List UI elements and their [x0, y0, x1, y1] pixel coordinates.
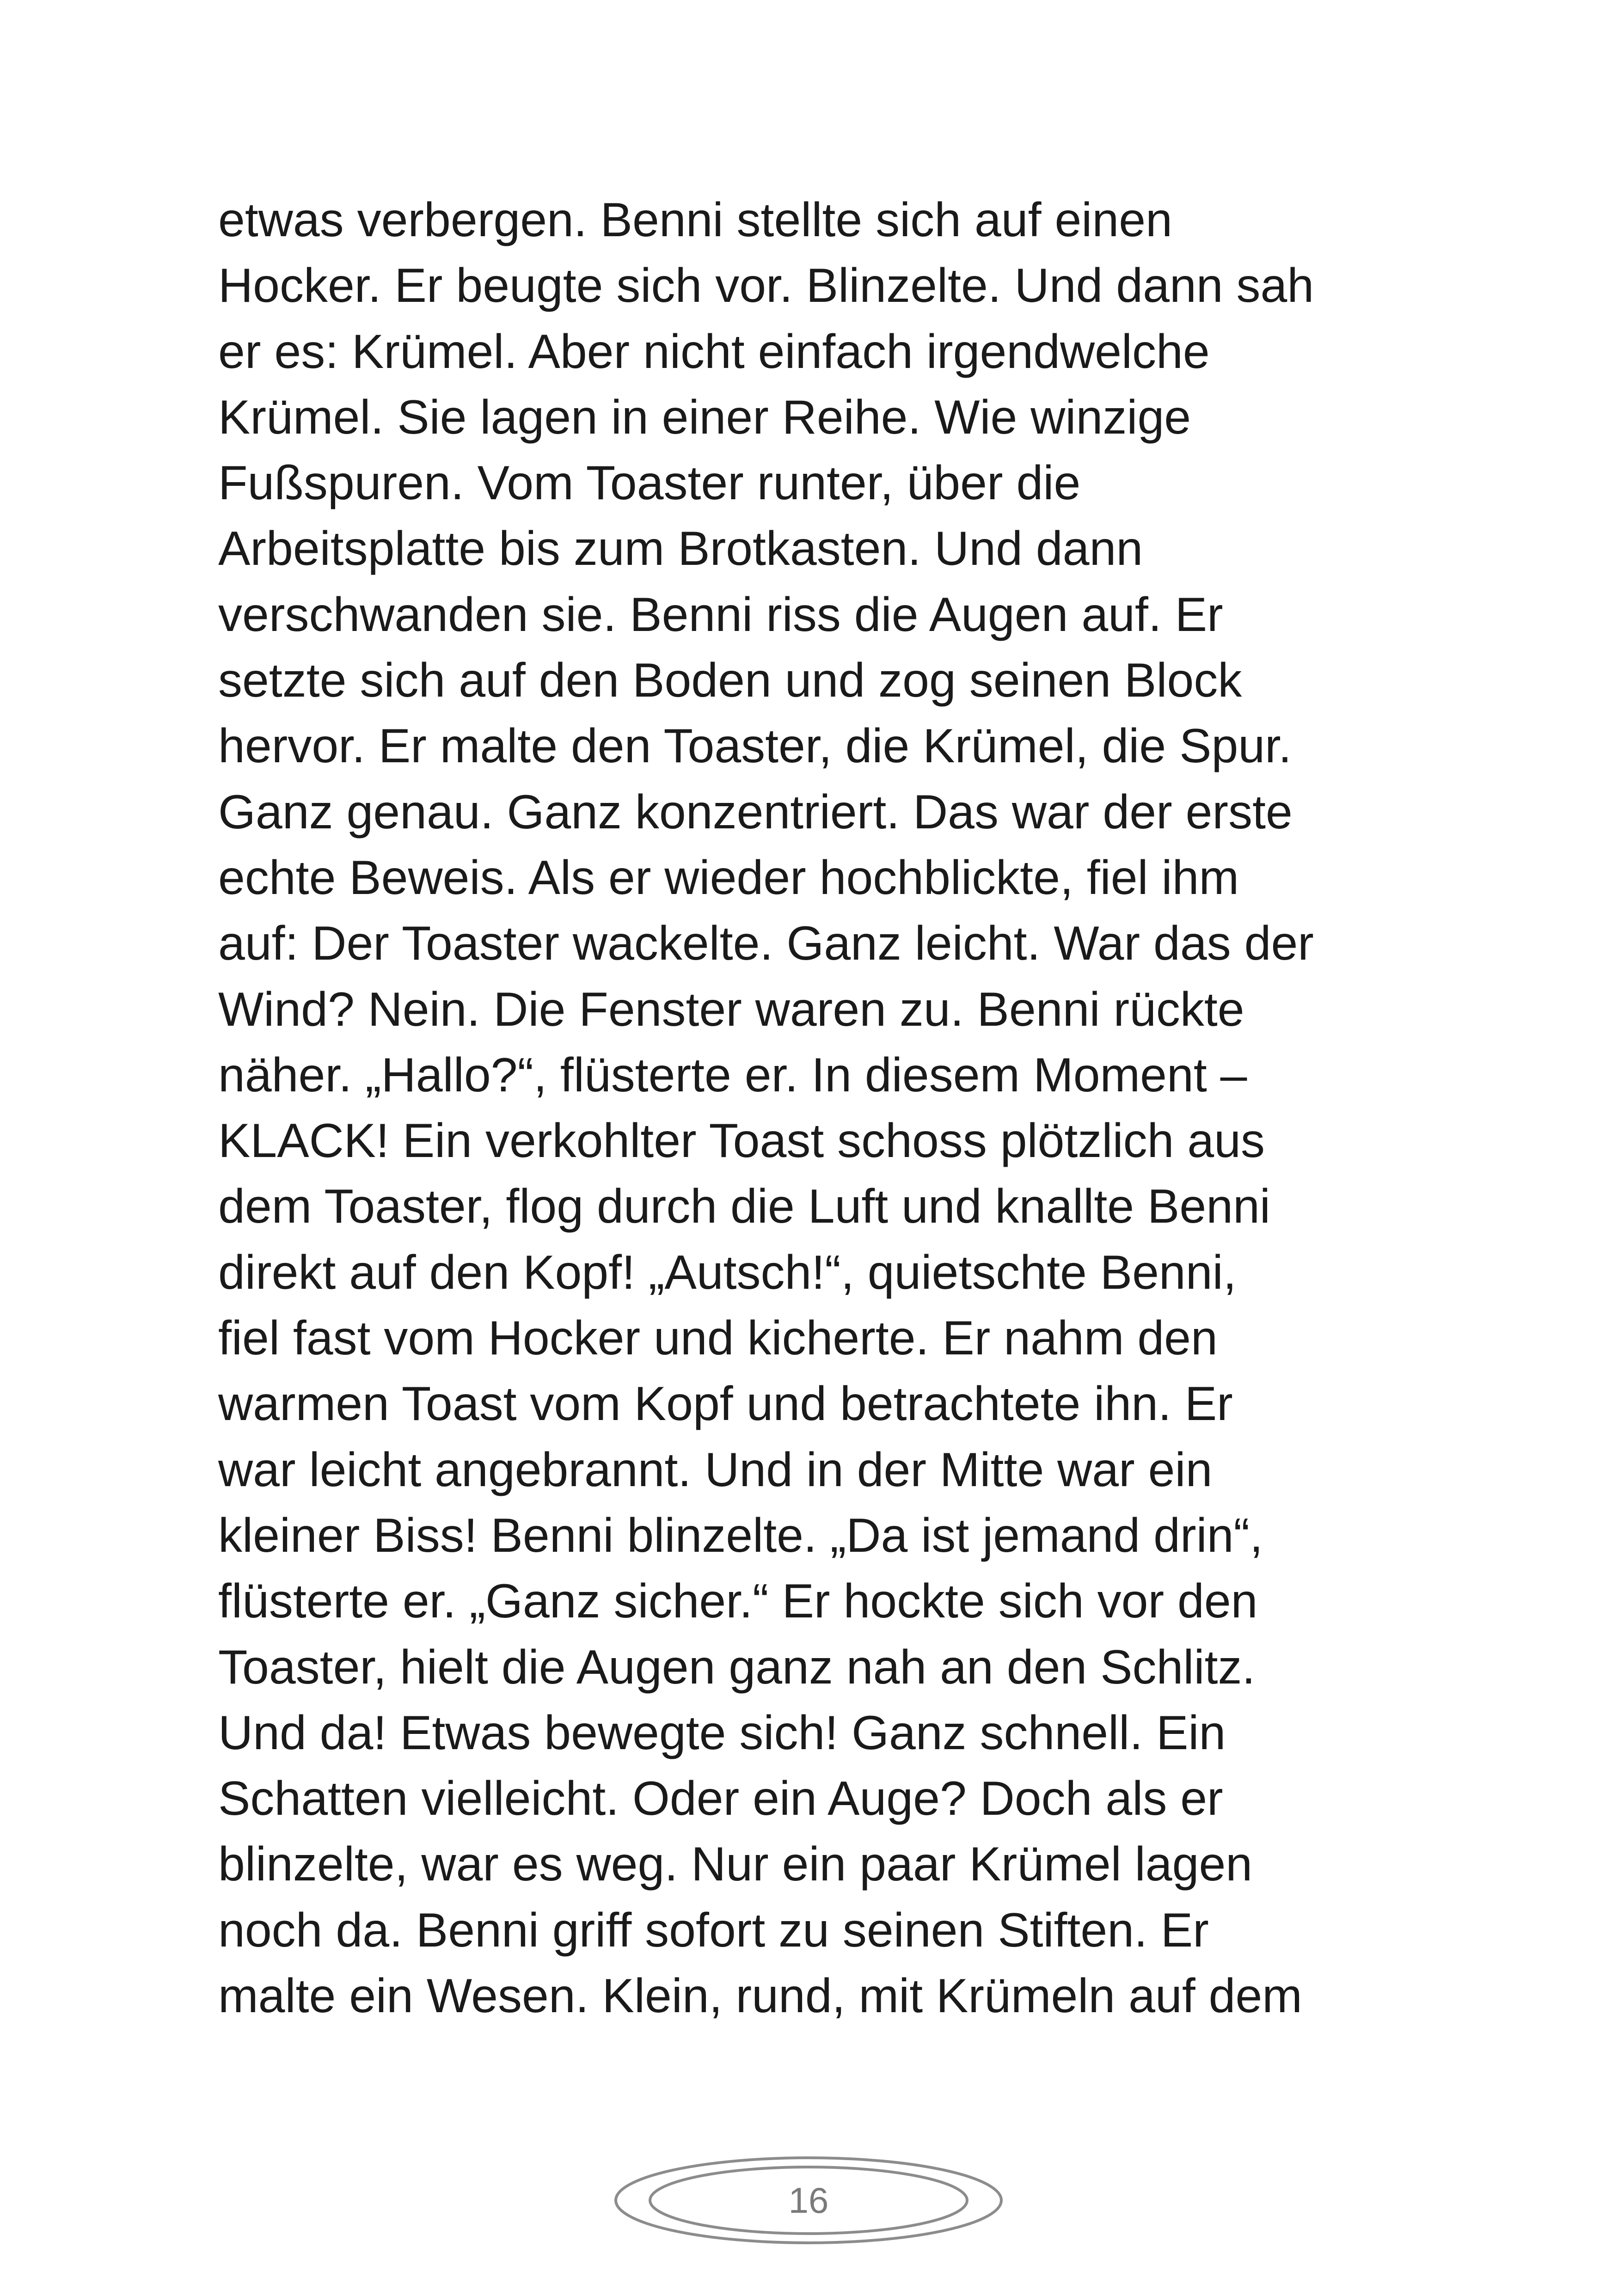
text-line: direkt auf den Kopf! „Autsch!“, quietschte Benni, — [218, 1245, 1237, 1299]
text-line: er es: Krümel. Aber nicht einfach irgendwelche — [218, 325, 1210, 379]
text-line: kleiner Biss! Benni blinzelte. „Da ist jemand drin“, — [218, 1508, 1263, 1562]
text-line: Ganz genau. Ganz konzentriert. Das war der erste — [218, 785, 1293, 839]
text-line: fiel fast vom Hocker und kicherte. Er nahm den — [218, 1311, 1218, 1365]
text-line: Hocker. Er beugte sich vor. Blinzelte. Und dann sah — [218, 259, 1314, 313]
text-line: dem Toaster, flog durch die Luft und knallte Benni — [218, 1180, 1271, 1234]
text-line: näher. „Hallo?“, flüsterte er. In diesem Moment – — [218, 1048, 1247, 1102]
text-line: blinzelte, war es weg. Nur ein paar Krümel lagen — [218, 1837, 1253, 1892]
text-line: Krümel. Sie lagen in einer Reihe. Wie winzige — [218, 390, 1191, 444]
page-number: 16 — [788, 2180, 829, 2221]
text-line: war leicht angebrannt. Und in der Mitte war ein — [218, 1443, 1213, 1497]
text-line: KLACK! Ein verkohlter Toast schoss plötzlich aus — [218, 1114, 1265, 1168]
text-line: echte Beweis. Als er wieder hochblickte, fiel ihm — [218, 851, 1239, 905]
text-line: verschwanden sie. Benni riss die Augen auf. Er — [218, 588, 1223, 642]
body-text — [218, 187, 1439, 2029]
text-line: Arbeitsplatte bis zum Brotkasten. Und dann — [218, 522, 1143, 576]
text-line: noch da. Benni griff sofort zu seinen Stiften. Er — [218, 1903, 1209, 1957]
page-number-badge — [614, 2154, 1003, 2247]
text-line: Fußspuren. Vom Toaster runter, über die — [218, 456, 1081, 510]
text-line: hervor. Er malte den Toaster, die Krümel, die Spur. — [218, 719, 1292, 773]
text-line: Wind? Nein. Die Fenster waren zu. Benni rückte — [218, 982, 1244, 1036]
text-line: warmen Toast vom Kopf und betrachtete ihn. Er — [218, 1377, 1233, 1431]
text-line: flüsterte er. „Ganz sicher.“ Er hockte sich vor den — [218, 1574, 1258, 1629]
text-line: Schatten vielleicht. Oder ein Auge? Doch als er — [218, 1772, 1223, 1826]
text-line: malte ein Wesen. Klein, rund, mit Krümeln auf dem — [218, 1969, 1302, 2023]
text-line: etwas verbergen. Benni stellte sich auf einen — [218, 193, 1172, 247]
text-line: Und da! Etwas bewegte sich! Ganz schnell. Ein — [218, 1706, 1226, 1760]
text-line: setzte sich auf den Boden und zog seinen Block — [218, 654, 1242, 708]
text-line: auf: Der Toaster wackelte. Ganz leicht. War das der — [218, 917, 1314, 971]
text-line: Toaster, hielt die Augen ganz nah an den Schlitz. — [218, 1640, 1256, 1694]
